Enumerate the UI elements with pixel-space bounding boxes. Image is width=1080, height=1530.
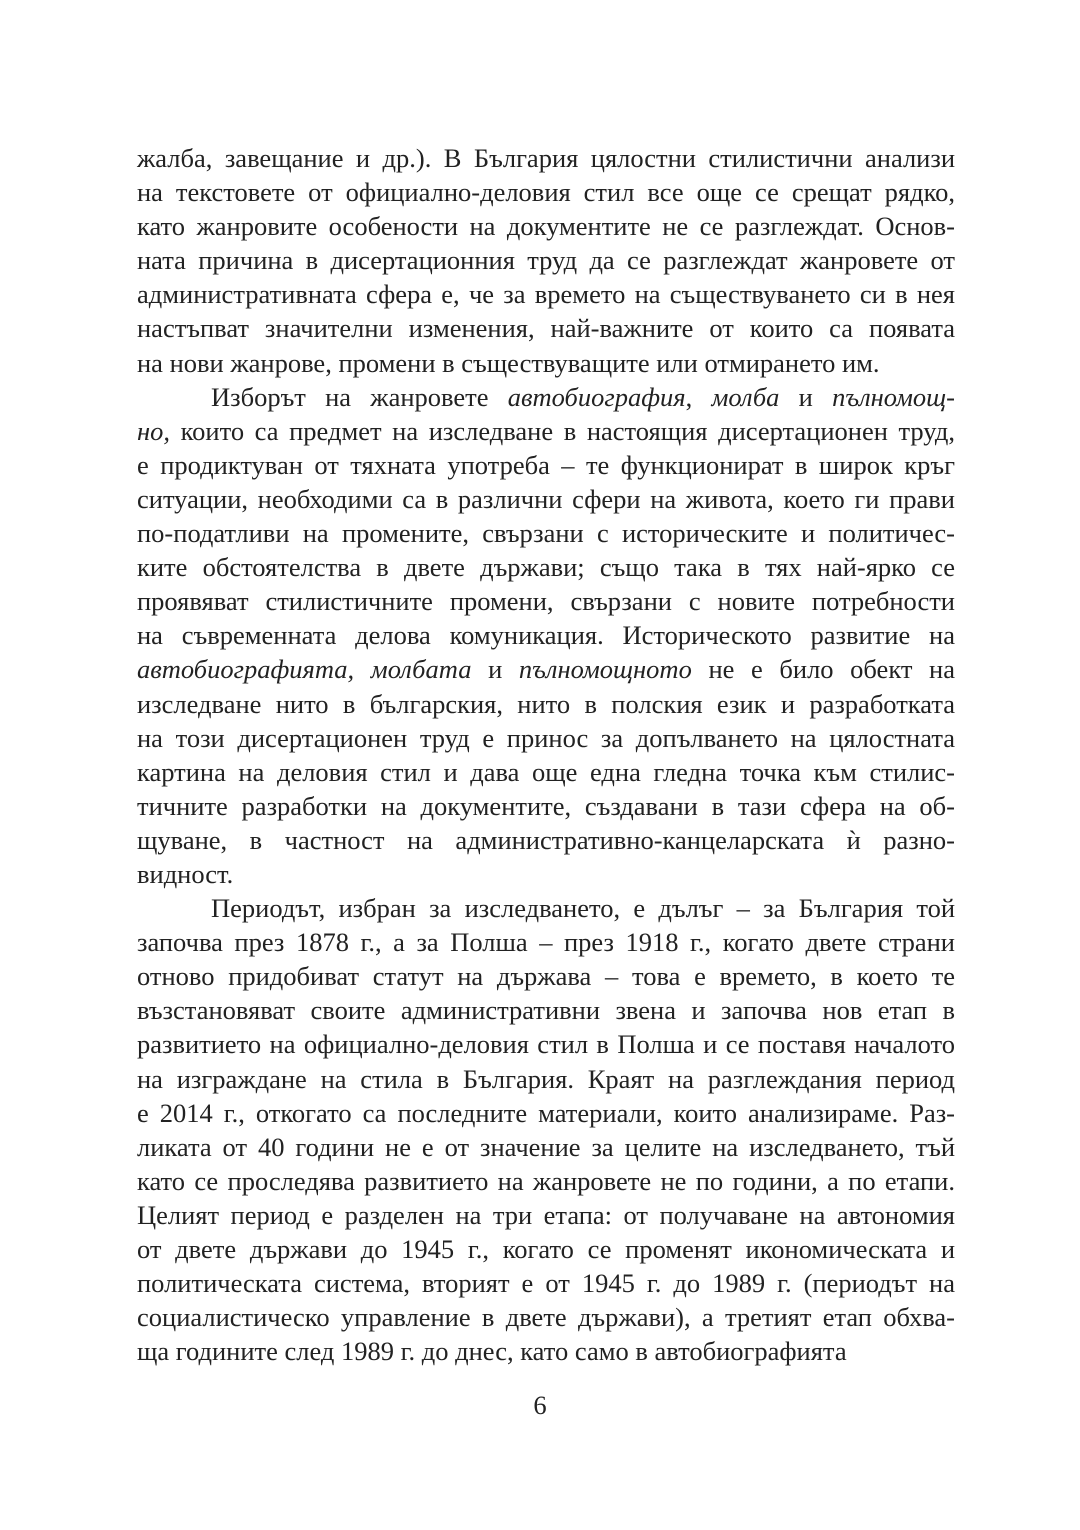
text-segment: ща годините след 1989 г. до днес, като само в автобиографията <box>137 1336 847 1367</box>
text-segment: ликата от 40 години не е от значение за целите на изследването, тъй <box>137 1131 955 1162</box>
text-segment: които са предмет на изследване в настоящия дисертационен труд, <box>170 415 955 446</box>
italic-term: пълномощ- <box>832 381 956 412</box>
text-line <box>137 414 955 448</box>
text-line <box>137 959 955 993</box>
text-line <box>137 550 955 584</box>
text-line <box>137 346 955 380</box>
paragraph <box>137 141 955 380</box>
text-segment: и <box>779 381 833 412</box>
text-segment: проявяват стилистичните промени, свързани с новите потребности <box>137 586 955 617</box>
text-line <box>137 448 955 482</box>
paragraph <box>137 380 955 891</box>
text-line <box>137 925 955 959</box>
text-line <box>137 755 955 789</box>
text-segment: развитието на официално-деловия стил в Полша и се поставя началото <box>137 1029 955 1060</box>
text-line <box>137 823 955 857</box>
text-line <box>137 175 955 209</box>
text-line <box>137 141 955 175</box>
italic-term: но, <box>137 415 171 446</box>
text-segment: административната сфера е, че за времето на съществуването си в нея <box>137 279 955 310</box>
text-segment: картина на деловия стил и дава още една гледна точка към стилис- <box>137 756 955 787</box>
text-segment: отново придобиват статут на държава – това е времето, в което те <box>137 961 955 992</box>
italic-term: молба <box>711 381 780 412</box>
text-segment: на този дисертационен труд е принос за допълването на цялостната <box>137 722 955 753</box>
text-segment: възстановяват своите административни звена и започва нов етап в <box>137 995 955 1026</box>
page-number: 6 <box>533 1390 547 1420</box>
text-segment: Изборът на жанровете <box>211 381 508 412</box>
text-line <box>137 789 955 823</box>
text-segment: ките обстоятелства в двете държави; също така в тях най-ярко се <box>137 552 955 583</box>
text-line <box>137 993 955 1027</box>
italic-term: пълномощното <box>518 654 692 685</box>
text-segment: социалистическо управление в двете държави), а третият етап обхва- <box>137 1302 955 1333</box>
text-segment: като жанровите особености на документите не се разглеждат. Основ- <box>137 211 955 242</box>
text-line <box>137 311 955 345</box>
text-line <box>137 1130 955 1164</box>
text-segment: щуване, в частност на административно-канцеларската ѝ разно- <box>137 824 955 855</box>
text-line <box>137 721 955 755</box>
text-segment: е 2014 г., откогато са последните материали, които анализираме. Раз- <box>137 1097 955 1128</box>
text-segment: по-податливи на промените, свързани с историческите и политичес- <box>137 518 955 549</box>
text-line <box>137 1062 955 1096</box>
text-segment: на нови жанрове, промени в съществуващите или отмирането им. <box>137 347 880 378</box>
text-line <box>137 1334 955 1368</box>
text-line <box>137 380 955 414</box>
text-line <box>137 516 955 550</box>
text-line <box>137 687 955 721</box>
text-line <box>137 652 955 686</box>
text-line <box>137 482 955 516</box>
text-segment: , <box>685 381 712 412</box>
text-line <box>137 209 955 243</box>
text-segment: политическата система, вторият е от 1945 г. до 1989 г. (периодът на <box>137 1268 955 1299</box>
text-line <box>137 1096 955 1130</box>
text-segment: и <box>471 654 519 685</box>
text-line <box>137 857 955 891</box>
paragraph <box>137 891 955 1368</box>
text-line <box>137 277 955 311</box>
text-segment: изследване нито в българския, нито в полския език и разработката <box>137 688 955 719</box>
text-line <box>137 618 955 652</box>
text-line <box>137 1164 955 1198</box>
text-segment: ситуации, необходими са в различни сфери на живота, което ги прави <box>137 483 955 514</box>
text-segment: видност. <box>137 858 234 889</box>
text-segment: не е било обект на <box>691 654 955 685</box>
text-line <box>137 243 955 277</box>
text-segment: като се проследява развитието на жанровете не по години, а по етапи. <box>137 1165 955 1196</box>
text-segment: е продиктуван от тяхната употреба – те функционират в широк кръг <box>137 449 955 480</box>
text-line <box>137 1232 955 1266</box>
text-line <box>137 1027 955 1061</box>
italic-term: автобиография <box>507 381 686 412</box>
text-segment: на съвременната делова комуникация. Историческото развитие на <box>137 620 955 651</box>
text-line <box>137 1300 955 1334</box>
text-line <box>137 584 955 618</box>
text-segment: започва през 1878 г., а за Полша – през 1918 г., когато двете страни <box>137 927 955 958</box>
text-line <box>137 1198 955 1232</box>
italic-term: автобиографията, молбата <box>137 654 472 685</box>
text-segment: жалба, завещание и др.). В България цялостни стилистични анализи <box>137 143 955 173</box>
text-segment: на текстовете от официално-деловия стил все още се срещат рядко, <box>137 177 955 208</box>
text-segment: Периодът, избран за изследването, е дълъг – за България той <box>211 893 955 924</box>
text-segment: настъпват значителни изменения, най-важните от които са появата <box>137 313 955 344</box>
text-segment: от двете държави до 1945 г., когато се променят икономическата и <box>137 1234 955 1264</box>
text-line <box>137 891 955 925</box>
text-segment: ната причина в дисертационния труд да се разглеждат жанровете от <box>137 245 955 276</box>
text-segment: тичните разработки на документите, създавани в тази сфера на об- <box>137 790 955 821</box>
text-line <box>137 1266 955 1300</box>
text-segment: Целият период е разделен на три етапа: от получаване на автономия <box>137 1199 955 1230</box>
body-text <box>137 141 955 1368</box>
text-segment: на изграждане на стила в България. Краят на разглеждания период <box>137 1063 955 1094</box>
